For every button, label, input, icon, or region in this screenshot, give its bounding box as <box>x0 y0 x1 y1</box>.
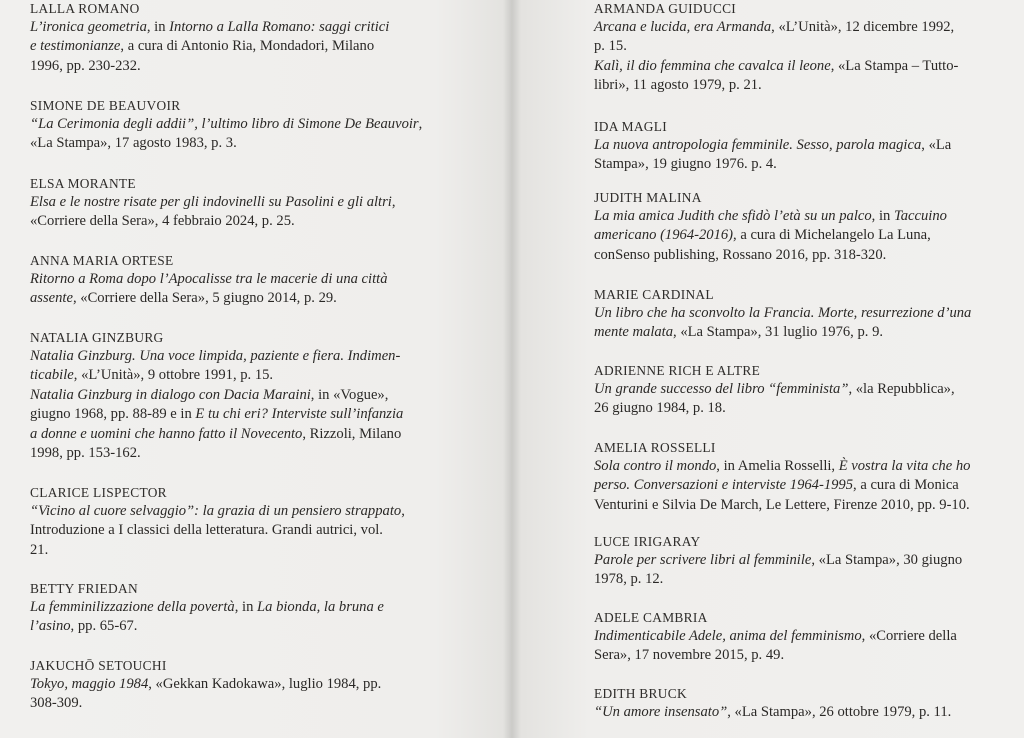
citation-line: 1978, p. 12. <box>594 571 664 588</box>
citation-line: e testimonianze, a cura di Antonio Ria, Mondadori, Milano <box>30 38 375 55</box>
citation-line: Un libro che ha sconvolto la Francia. Morte, resurrezione d’una <box>594 305 972 321</box>
author-name: SIMONE DE BEAUVOIR <box>30 98 181 113</box>
citation-line: 26 giugno 1984, p. 18. <box>594 400 726 417</box>
citation-line: Ritorno a Roma dopo l’Apocalisse tra le macerie di una città <box>30 271 388 287</box>
entry-edith-bruck <box>594 685 1020 722</box>
author-name: JAKUCHŌ SETOUCHI <box>30 658 167 673</box>
citation-line: Arcana e lucida, era Armanda, «L’Unità», 12 dicembre 1992, <box>594 19 955 35</box>
entry-marie-cardinal <box>594 286 1020 343</box>
author-name: IDA MAGLI <box>594 119 667 134</box>
entry-adrienne-rich <box>594 362 1020 419</box>
citation-line: La mia amica Judith che sfidò l’età su un palco, in Taccuino <box>594 208 947 224</box>
author-name: BETTY FRIEDAN <box>30 581 138 596</box>
author-name: MARIE CARDINAL <box>594 287 714 302</box>
author-name: AMELIA ROSSELLI <box>594 440 716 455</box>
citation-line: 21. <box>30 541 49 558</box>
citation-line: 1998, pp. 153-162. <box>30 445 141 462</box>
citation-line: Parole per scrivere libri al femminile, «La Stampa», 30 giugno <box>594 552 963 568</box>
entry-luce-irigaray <box>594 533 1020 590</box>
citation-line: Elsa e le nostre risate per gli indovinelli su Pasolini e gli altri, <box>30 194 396 210</box>
entry-ida-magli <box>594 118 1020 175</box>
author-name: ARMANDA GUIDUCCI <box>594 1 737 16</box>
citation-line: Stampa», 19 giugno 1976. p. 4. <box>594 156 777 173</box>
author-name: LUCE IRIGARAY <box>594 534 701 549</box>
author-name: CLARICE LISPECTOR <box>30 485 167 500</box>
author-name: ANNA MARIA ORTESE <box>30 253 174 268</box>
citation-line: americano (1964-2016), a cura di Michelangelo La Luna, <box>594 227 931 244</box>
citation-line: 308-309. <box>30 695 83 712</box>
citation-line: mente malata, «La Stampa», 31 luglio 1976, p. 9. <box>594 324 884 341</box>
entry-elsa-morante <box>30 175 470 232</box>
citation-line: Kalì, il dio femmina che cavalca il leone, «La Stampa – Tutto- <box>594 57 959 74</box>
citation-line: Natalia Ginzburg in dialogo con Dacia Maraini, in «Vogue», <box>30 386 389 403</box>
citation-line: giugno 1968, pp. 88-89 e in E tu chi eri? Interviste sull’infanzia <box>30 406 404 423</box>
author-name: ADRIENNE RICH E ALTRE <box>594 363 761 378</box>
book-gutter <box>503 0 521 738</box>
citation-line: assente, «Corriere della Sera», 5 giugno 2014, p. 29. <box>30 290 337 307</box>
citation-line: La femminilizzazione della povertà, in La bionda, la bruna e <box>30 599 384 615</box>
citation-line: Introduzione a I classici della letteratura. Grandi autrici, vol. <box>30 522 383 539</box>
entry-betty-friedan <box>30 580 470 637</box>
author-name: JUDITH MALINA <box>594 190 702 205</box>
entry-armanda-guiducci <box>594 0 1020 96</box>
citation-line: “La Cerimonia degli addii”, l’ultimo libro di Simone De Beauvoir, <box>30 116 423 132</box>
citation-line: Sola contro il mondo, in Amelia Rosselli, È vostra la vita che ho <box>594 458 971 474</box>
entry-simone-de-beauvoir <box>30 97 470 154</box>
entry-adele-cambria <box>594 609 1020 666</box>
citation-line: Indimenticabile Adele, anima del femminismo, «Corriere della <box>594 628 957 644</box>
author-name: LALLA ROMANO <box>30 1 140 16</box>
citation-line: libri», 11 agosto 1979, p. 21. <box>594 77 762 94</box>
citation-line: “Vicino al cuore selvaggio”: la grazia di un pensiero strappato, <box>30 503 405 519</box>
citation-line: «Corriere della Sera», 4 febbraio 2024, p. 25. <box>30 213 295 230</box>
entry-amelia-rosselli <box>594 439 1020 515</box>
citation-line: Un grande successo del libro “femminista”, «la Repubblica», <box>594 381 955 397</box>
citation-line: l’asino, pp. 65-67. <box>30 618 138 635</box>
entry-lalla-romano <box>30 0 470 76</box>
citation-line: Sera», 17 novembre 2015, p. 49. <box>594 647 785 664</box>
author-name: ELSA MORANTE <box>30 176 136 191</box>
author-name: NATALIA GINZBURG <box>30 330 164 345</box>
entry-natalia-ginzburg <box>30 329 470 463</box>
citation-line: p. 15. <box>594 38 627 55</box>
right-page <box>512 0 1024 738</box>
entry-judith-malina <box>594 189 1020 265</box>
entry-clarice-lispector <box>30 484 470 560</box>
author-name: EDITH BRUCK <box>594 686 687 701</box>
citation-line: 1996, pp. 230-232. <box>30 57 141 74</box>
citation-line: a donne e uomini che hanno fatto il Novecento, Rizzoli, Milano <box>30 425 402 442</box>
citation-line: perso. Conversazioni e interviste 1964-1995, a cura di Monica <box>594 477 959 494</box>
citation-line: Venturini e Silvia De March, Le Lettere, Firenze 2010, pp. 9-10. <box>594 496 970 513</box>
citation-line: ticabile, «L’Unità», 9 ottobre 1991, p. 15. <box>30 367 274 384</box>
citation-line: La nuova antropologia femminile. Sesso, parola magica, «La <box>594 137 952 153</box>
citation-line: conSenso publishing, Rossano 2016, pp. 318-320. <box>594 246 887 263</box>
author-name: ADELE CAMBRIA <box>594 610 708 625</box>
entry-jakucho-setouchi <box>30 657 470 714</box>
citation-line: Tokyo, maggio 1984, «Gekkan Kadokawa», luglio 1984, pp. <box>30 676 382 692</box>
citation-line: «La Stampa», 17 agosto 1983, p. 3. <box>30 135 237 152</box>
entry-anna-maria-ortese <box>30 252 470 309</box>
citation-line: “Un amore insensato”, «La Stampa», 26 ottobre 1979, p. 11. <box>594 704 952 720</box>
citation-line: Natalia Ginzburg. Una voce limpida, paziente e fiera. Indimen- <box>30 348 401 364</box>
citation-line: L’ironica geometria, in Intorno a Lalla Romano: saggi critici <box>30 19 390 35</box>
